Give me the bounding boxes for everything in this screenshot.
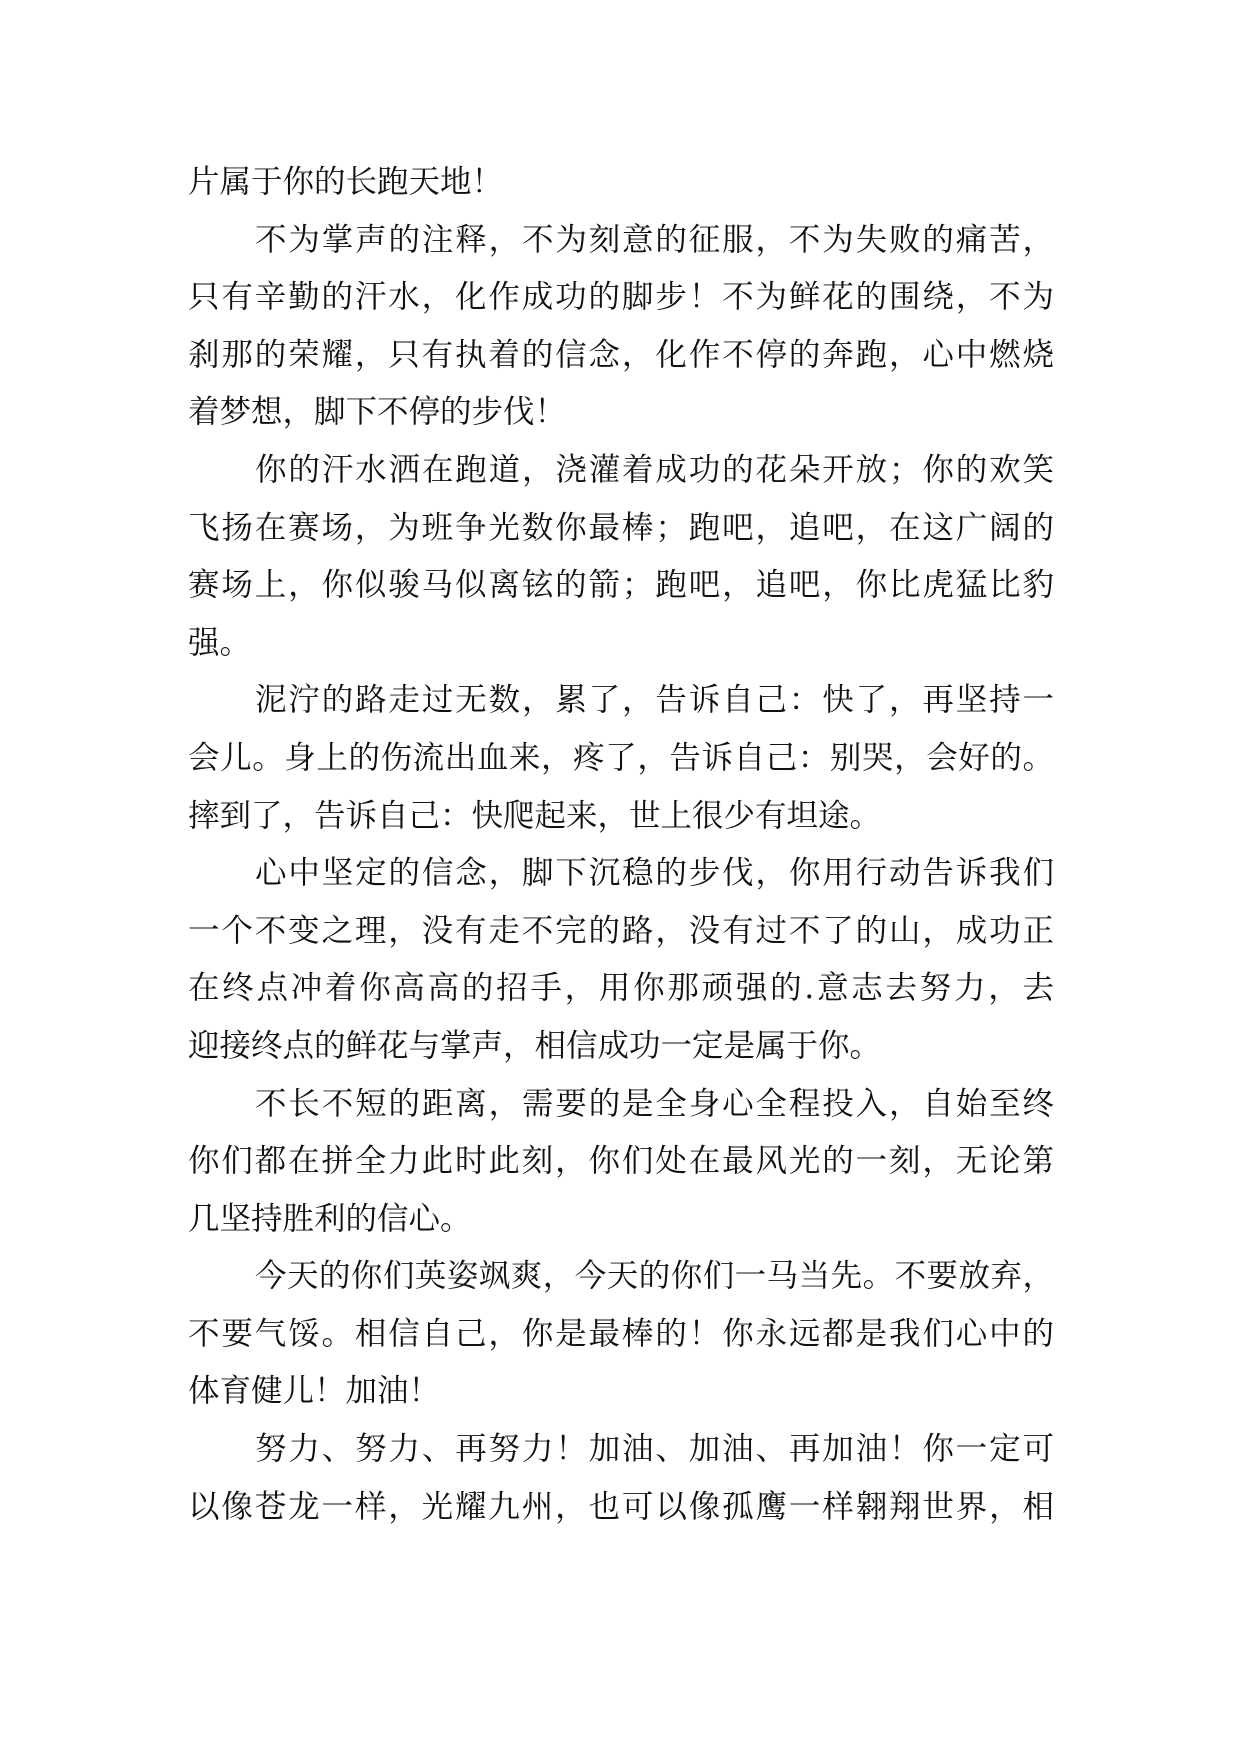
text-line: 会儿。身上的伤流出血来，疼了，告诉自己：别哭，会好的。 — [188, 739, 1054, 776]
text-line: 刹那的荣耀，只有执着的信念，化作不停的奔跑，心中燃烧 — [188, 336, 1054, 373]
text-line: 不要气馁。相信自己，你是最棒的！你永远都是我们心中的 — [188, 1315, 1054, 1352]
text-line: 一个不变之理，没有走不完的路，没有过不了的山，成功正 — [188, 912, 1054, 949]
text-line: 以像苍龙一样，光耀九州，也可以像孤鹰一样翱翔世界，相 — [188, 1488, 1054, 1525]
document-body — [188, 154, 1054, 1536]
text-line: 只有辛勤的汗水，化作成功的脚步！不为鲜花的围绕，不为 — [188, 279, 1054, 316]
text-line: 在终点冲着你高高的招手，用你那顽强的.意志去努力，去 — [188, 970, 1054, 1007]
text-line: 飞扬在赛场，为班争光数你最棒；跑吧，追吧，在这广阔的 — [188, 509, 1054, 546]
paragraph — [188, 212, 1054, 442]
paragraph — [188, 442, 1054, 672]
paragraph — [188, 1421, 1054, 1536]
paragraph — [188, 1248, 1054, 1421]
text-line: 几坚持胜利的信心。 — [188, 1200, 472, 1237]
paragraph — [188, 672, 1054, 845]
text-line: 强。 — [188, 624, 252, 661]
text-line: 不为掌声的注释，不为刻意的征服，不为失败的痛苦， — [255, 221, 1054, 258]
text-line: 不长不短的距离，需要的是全身心全程投入，自始至终 — [255, 1085, 1054, 1122]
text-line: 赛场上，你似骏马似离铉的箭；跑吧，追吧，你比虎猛比豹 — [188, 567, 1054, 604]
text-line: 你们都在拼全力此时此刻，你们处在最风光的一刻，无论第 — [188, 1143, 1054, 1180]
paragraph — [188, 1076, 1054, 1249]
text-line: 泥泞的路走过无数，累了，告诉自己：快了，再坚持一 — [255, 682, 1054, 719]
paragraph — [188, 154, 1054, 212]
text-line: 体育健儿！加油！ — [188, 1373, 441, 1410]
text-line: 努力、努力、再努力！加油、加油、再加油！你一定可 — [255, 1431, 1054, 1468]
text-line: 今天的你们英姿飒爽，今天的你们一马当先。不要放弃， — [255, 1258, 1054, 1295]
text-line: 片属于你的长跑天地！ — [188, 164, 504, 200]
text-line: 着梦想，脚下不停的步伐！ — [188, 394, 567, 431]
text-line: 摔到了，告诉自己：快爬起来，世上很少有坦途。 — [188, 797, 882, 834]
text-line: 心中坚定的信念，脚下沉稳的步伐，你用行动告诉我们 — [255, 855, 1054, 892]
text-line: 你的汗水洒在跑道，浇灌着成功的花朵开放；你的欢笑 — [255, 451, 1054, 488]
text-line: 迎接终点的鲜花与掌声，相信成功一定是属于你。 — [188, 1027, 882, 1064]
paragraph — [188, 845, 1054, 1075]
